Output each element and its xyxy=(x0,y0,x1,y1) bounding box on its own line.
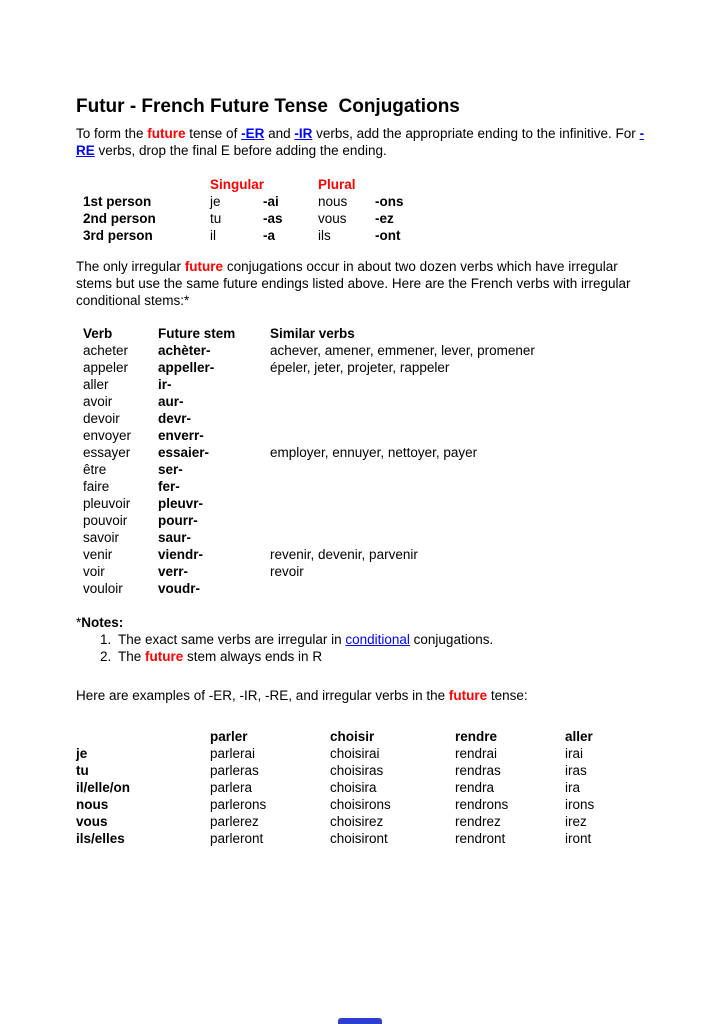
notes-label: Notes: xyxy=(81,615,124,630)
pronoun-cell: nous xyxy=(76,797,109,812)
verb-cell: essayer xyxy=(83,445,131,460)
conj-cell: rendra xyxy=(455,780,495,795)
examples-text-1: Here are examples of -ER, -IR, -RE, and irregular verbs in the xyxy=(76,688,449,703)
conj-cell: choisirons xyxy=(330,797,391,812)
page-bottom-artifact xyxy=(338,1018,382,1024)
stem-cell: verr- xyxy=(158,564,189,579)
conj-cell: parleras xyxy=(210,763,259,778)
similar-cell: achever, amener, emmener, lever, promener xyxy=(270,343,535,358)
person-label: 3rd person xyxy=(83,228,153,243)
re-verbs-link[interactable]: -RE xyxy=(76,126,645,158)
verb-cell: voir xyxy=(83,564,105,579)
notes-heading xyxy=(76,614,649,631)
verb-cell: envoyer xyxy=(83,428,132,443)
examples-text-2: tense: xyxy=(487,688,528,703)
similar-cell xyxy=(270,410,573,427)
note-item-2 xyxy=(76,648,649,665)
conj-cell: choisiras xyxy=(330,763,384,778)
note-item-1 xyxy=(76,631,649,648)
stem-cell: enverr- xyxy=(158,428,204,443)
future-highlight-note: future xyxy=(145,649,184,664)
sg-pronoun: il xyxy=(210,228,216,243)
verb-cell: acheter xyxy=(83,343,129,358)
note1-text-2: conjugations. xyxy=(409,632,494,647)
verb-cell: être xyxy=(83,462,107,477)
similar-cell xyxy=(270,495,573,512)
future-highlight-intro: future xyxy=(147,126,186,141)
page-title: Futur - French Future Tense Conjugations xyxy=(76,96,460,117)
stem-cell: viendr- xyxy=(158,547,204,562)
stem-cell: voudr- xyxy=(158,581,200,596)
conj-cell: rendras xyxy=(455,763,501,778)
sg-pronoun: tu xyxy=(210,211,222,226)
conj-cell: rendrez xyxy=(455,814,501,829)
conj-cell: parlerez xyxy=(210,814,259,829)
pronoun-cell: vous xyxy=(76,814,108,829)
pronoun-cell: je xyxy=(76,746,88,761)
conj-cell: choisirai xyxy=(330,746,380,761)
pl-pronoun: vous xyxy=(318,211,347,226)
irregular-text-2: conjugations occur in about two dozen verbs which have irregular stems but use the same future endings listed above. Here are the French verbs with irregular conditional stems:* xyxy=(76,259,631,308)
conj-cell: parlerons xyxy=(210,797,267,812)
irregular-paragraph xyxy=(76,258,649,309)
conj-header-parler: parler xyxy=(210,729,248,744)
pl-ending: -ons xyxy=(375,194,404,209)
conj-header-choisir: choisir xyxy=(330,729,375,744)
stem-cell: pourr- xyxy=(158,513,198,528)
intro-text-4: verbs, add the appropriate ending to the infinitive. For xyxy=(312,126,640,141)
conjugation-examples-table xyxy=(76,728,649,847)
conj-cell: iront xyxy=(565,831,592,846)
endings-table xyxy=(83,176,649,244)
verb-cell: avoir xyxy=(83,394,113,409)
verb-cell: appeler xyxy=(83,360,129,375)
irregular-text-1: The only irregular xyxy=(76,259,185,274)
pronoun-cell: tu xyxy=(76,763,89,778)
similar-cell: revenir, devenir, parvenir xyxy=(270,547,418,562)
note2-text-2: stem always ends in R xyxy=(183,649,323,664)
verb-cell: pouvoir xyxy=(83,513,128,528)
notes-star: * xyxy=(76,615,82,630)
conj-cell: rendrai xyxy=(455,746,498,761)
verb-cell: devoir xyxy=(83,411,120,426)
endings-header-spacer xyxy=(83,176,210,193)
stem-cell: ir- xyxy=(158,377,172,392)
sg-ending: -a xyxy=(263,228,276,243)
conj-cell: choisira xyxy=(330,780,377,795)
pl-pronoun: nous xyxy=(318,194,348,209)
notes-section xyxy=(76,614,649,665)
note1-text-1: The exact same verbs are irregular in xyxy=(118,632,346,647)
intro-text-5: verbs, drop the final E before adding the ending. xyxy=(94,143,387,158)
pl-pronoun: ils xyxy=(318,228,331,243)
stem-cell: ser- xyxy=(158,462,183,477)
conj-cell: rendrons xyxy=(455,797,509,812)
pronoun-cell: ils/elles xyxy=(76,831,125,846)
plural-header: Plural xyxy=(318,177,356,192)
sg-ending: -as xyxy=(263,211,283,226)
stem-cell: appeller- xyxy=(158,360,215,375)
sg-pronoun: je xyxy=(210,194,221,209)
stem-cell: achèter- xyxy=(158,343,211,358)
conj-header-spacer xyxy=(76,728,210,745)
verb-cell: aller xyxy=(83,377,109,392)
examples-intro-paragraph xyxy=(76,687,649,704)
verb-cell: vouloir xyxy=(83,581,123,596)
similar-cell xyxy=(270,478,573,495)
similar-column-header: Similar verbs xyxy=(270,326,355,341)
intro-text-1: To form the xyxy=(76,126,148,141)
similar-cell xyxy=(270,427,573,444)
note2-text-1: The xyxy=(118,649,146,664)
intro-text-2: tense of xyxy=(185,126,242,141)
pl-ending: -ez xyxy=(375,211,394,226)
sg-ending: -ai xyxy=(263,194,279,209)
intro-text-3: and xyxy=(264,126,295,141)
verb-cell: venir xyxy=(83,547,113,562)
similar-cell xyxy=(270,393,573,410)
note-number: 1. xyxy=(100,632,112,647)
singular-header: Singular xyxy=(210,177,265,192)
similar-cell: employer, ennuyer, nettoyer, payer xyxy=(270,445,478,460)
conj-cell: ira xyxy=(565,780,581,795)
intro-paragraph xyxy=(76,125,649,159)
stem-cell: devr- xyxy=(158,411,192,426)
similar-cell xyxy=(270,580,573,597)
ir-verbs-link[interactable]: -IR xyxy=(294,126,313,141)
conj-header-rendre: rendre xyxy=(455,729,498,744)
conj-cell: rendront xyxy=(455,831,506,846)
similar-cell: revoir xyxy=(270,564,304,579)
conj-cell: parlerai xyxy=(210,746,256,761)
pronoun-cell: il/elle/on xyxy=(76,780,131,795)
similar-cell xyxy=(270,512,573,529)
stem-cell: saur- xyxy=(158,530,192,545)
stem-cell: pleuvr- xyxy=(158,496,204,511)
stem-cell: aur- xyxy=(158,394,184,409)
conj-cell: irez xyxy=(565,814,587,829)
pl-ending: -ont xyxy=(375,228,401,243)
conj-cell: irons xyxy=(565,797,595,812)
similar-cell xyxy=(270,461,573,478)
similar-cell xyxy=(270,376,573,393)
future-highlight-irregular: future xyxy=(184,259,224,274)
conj-cell: parlera xyxy=(210,780,253,795)
conj-cell: irai xyxy=(565,746,584,761)
conj-cell: choisiront xyxy=(330,831,388,846)
conj-cell: choisirez xyxy=(330,814,384,829)
stem-column-header: Future stem xyxy=(158,326,236,341)
future-highlight-examples: future xyxy=(448,688,488,703)
verb-cell: faire xyxy=(83,479,110,494)
similar-cell: épeler, jeter, projeter, rappeler xyxy=(270,360,450,375)
conj-cell: iras xyxy=(565,763,587,778)
note-text xyxy=(118,648,322,665)
person-label: 2nd person xyxy=(83,211,156,226)
verb-cell: savoir xyxy=(83,530,120,545)
similar-cell xyxy=(270,529,573,546)
stem-cell: fer- xyxy=(158,479,180,494)
conj-cell: parleront xyxy=(210,831,264,846)
stem-cell: essaier- xyxy=(158,445,210,460)
verb-column-header: Verb xyxy=(83,326,113,341)
conditional-link[interactable]: conditional xyxy=(345,632,410,647)
person-label: 1st person xyxy=(83,194,152,209)
note-number: 2. xyxy=(100,649,112,664)
note-text xyxy=(118,631,493,648)
irregular-stems-table xyxy=(83,325,649,597)
er-verbs-link[interactable]: -ER xyxy=(241,126,265,141)
verb-cell: pleuvoir xyxy=(83,496,131,511)
conj-header-aller: aller xyxy=(565,729,593,744)
